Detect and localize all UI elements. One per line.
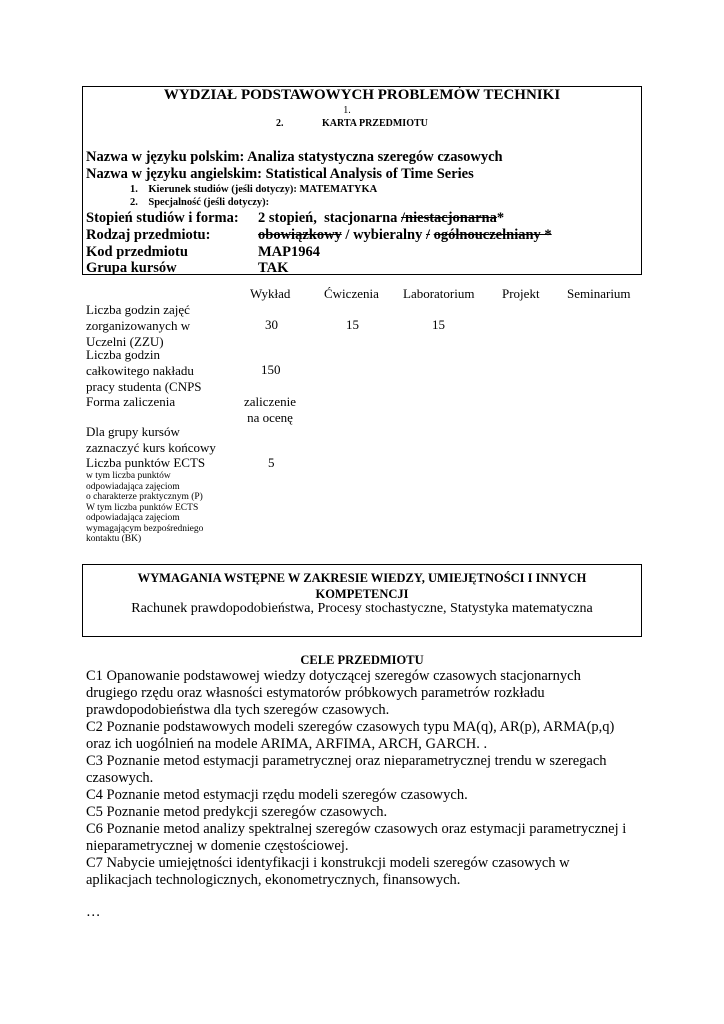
ects-value: 5 xyxy=(268,455,275,470)
form-label: Forma zaliczenia xyxy=(86,394,176,409)
ects-direct-line: wymagającym bezpośredniego xyxy=(86,523,204,534)
zzu-label-line: zorganizowanych w xyxy=(86,318,191,333)
type-struck-2: ogólnouczelniany * xyxy=(433,227,552,243)
faculty-title: WYDZIAŁ PODSTAWOWYCH PROBLEMÓW TECHNIKI xyxy=(163,87,561,103)
goal-line: oraz ich uogólnień na modele ARIMA, ARFIMA, ARCH, GARCH. . xyxy=(86,736,488,752)
ects-label: Liczba punktów ECTS xyxy=(86,455,206,470)
cnps-label-line: pracy studenta (CNPS xyxy=(86,379,202,394)
type-label: Rodzaj przedmiotu: xyxy=(86,227,211,243)
goal-line: C5 Poznanie metod predykcji szeregów czasowych. xyxy=(86,804,388,820)
direction-row xyxy=(130,184,377,195)
zzu-laboratory-value: 15 xyxy=(432,317,445,332)
level-label: Stopień studiów i forma: xyxy=(86,210,239,226)
group-label: Grupa kursów xyxy=(86,260,177,276)
final-course-label-line: Dla grupy kursów xyxy=(86,424,180,439)
type-struck-1: obowiązkowy xyxy=(258,227,342,243)
goal-line: drugiego rzędu oraz własności estymatorów próbkowych parametrów rozkładu xyxy=(86,685,545,701)
level-form-star: * xyxy=(496,210,505,226)
ects-direct-line: W tym liczba punktów ECTS xyxy=(86,502,199,513)
goals-title: CELE PRZEDMIOTU xyxy=(300,653,424,667)
name-en-value: Statistical Analysis of Time Series xyxy=(265,166,474,182)
form-value-line: zaliczenie xyxy=(244,394,296,409)
goal-line: aplikacjach technologicznych, ekonometrycznych, finansowych. xyxy=(86,872,461,888)
prerequisites-title-line: WYMAGANIA WSTĘPNE W ZAKRESIE WIEDZY, UMIEJĘTNOŚCI I INNYCH xyxy=(137,571,587,585)
zzu-label-line: Liczba godzin zajęć xyxy=(86,302,190,317)
goal-line: C2 Poznanie podstawowych modeli szeregów czasowych typu MA(q), AR(p), ARMA(p,q) xyxy=(86,719,615,735)
prerequisites-title xyxy=(82,570,642,602)
goal-line: C3 Poznanie metod estymacji parametrycznej oraz nieparametrycznej trendu w szeregach xyxy=(86,753,607,769)
code-value: MAP1964 xyxy=(258,244,321,260)
name-pl-label: Nazwa w języku polskim: xyxy=(86,149,245,165)
goals-ellipsis: … xyxy=(86,904,101,920)
type-active: wybieralny xyxy=(353,227,423,243)
zzu-exercises-value: 15 xyxy=(346,317,359,332)
group-value: TAK xyxy=(258,260,289,276)
specialty-number: 2. xyxy=(130,197,138,208)
cnps-value: 150 xyxy=(261,362,281,377)
ects-direct-line: kontaktu (BK) xyxy=(86,534,142,544)
ects-practical-line: odpowiadająca zajęciom xyxy=(86,481,180,492)
final-course-label-line: zaznaczyć kurs końcowy xyxy=(86,440,216,455)
goals-list xyxy=(86,668,626,889)
ects-direct-line: odpowiadająca zajęciom xyxy=(86,513,180,523)
specialty-row xyxy=(130,197,269,208)
cnps-label xyxy=(86,347,202,395)
prerequisites-text: Rachunek prawdopodobieństwa, Procesy stochastyczne, Statystyka matematyczna xyxy=(131,601,593,616)
goal-line: prawdopodobieństwa dla tych szeregów czasowych. xyxy=(86,702,390,718)
direction-label: Kierunek studiów (jeśli dotyczy): xyxy=(148,184,297,195)
code-label: Kod przedmiotu xyxy=(86,244,188,260)
column-project: Projekt xyxy=(502,286,540,301)
ects-practical-line: o charakterze praktycznym (P) xyxy=(86,492,203,502)
name-en-row xyxy=(86,166,474,183)
level-form-separator: / xyxy=(401,210,406,226)
zzu-label xyxy=(86,302,190,350)
final-course-label xyxy=(86,424,216,456)
column-seminar: Seminarium xyxy=(567,286,631,301)
name-pl-row xyxy=(86,149,503,166)
cnps-label-line: całkowitego nakładu xyxy=(86,363,194,378)
goal-line: C6 Poznanie metod analizy spektralnej szeregów czasowych oraz estymacji parametrycznej i xyxy=(86,821,627,837)
form-value-line: na ocenę xyxy=(247,410,293,425)
card-title: KARTA PRZEDMIOTU xyxy=(322,118,428,129)
cnps-label-line: Liczba godzin xyxy=(86,347,160,362)
specialty-label: Specjalność (jeśli dotyczy): xyxy=(148,197,270,208)
goal-line: C4 Poznanie metod estymacji rzędu modeli szeregów czasowych. xyxy=(86,787,468,803)
ects-practical-label xyxy=(86,471,203,545)
goal-line: C7 Nabycie umiejętności identyfikacji i konstrukcji modeli szeregów czasowych w xyxy=(86,855,570,871)
type-separator-1: / xyxy=(345,227,350,243)
column-lecture: Wykład xyxy=(250,286,291,301)
goal-line: czasowych. xyxy=(86,770,154,786)
form-value xyxy=(230,394,310,426)
name-pl-value: Analiza statystyczna szeregów czasowych xyxy=(247,149,503,165)
header-number-2: 2. xyxy=(276,118,284,129)
column-laboratory: Laboratorium xyxy=(403,286,475,301)
prerequisites-title-line: KOMPETENCJI xyxy=(315,587,409,601)
level-form-active: stacjonarna xyxy=(324,210,398,226)
name-en-label: Nazwa w języku angielskim: xyxy=(86,166,263,182)
column-exercises: Ćwiczenia xyxy=(324,286,379,301)
level-form-struck: niestacjonarna xyxy=(405,210,497,226)
zzu-lecture-value: 30 xyxy=(265,317,278,332)
level-value xyxy=(258,210,504,227)
goal-line: C1 Opanowanie podstawowej wiedzy dotyczącej szeregów czasowych stacjonarnych xyxy=(86,668,581,684)
level-degree: 2 stopień, xyxy=(258,210,317,226)
zzu-label-line: Uczelni (ZZU) xyxy=(86,334,164,349)
header-number-1: 1. xyxy=(343,105,351,116)
direction-number: 1. xyxy=(130,184,138,195)
ects-practical-line: w tym liczba punktów xyxy=(86,471,171,481)
type-value xyxy=(258,227,552,244)
goal-line: nieparametrycznej w domenie częstościowej. xyxy=(86,838,349,854)
type-separator-2: / xyxy=(425,227,431,243)
direction-value: MATEMATYKA xyxy=(299,184,378,195)
